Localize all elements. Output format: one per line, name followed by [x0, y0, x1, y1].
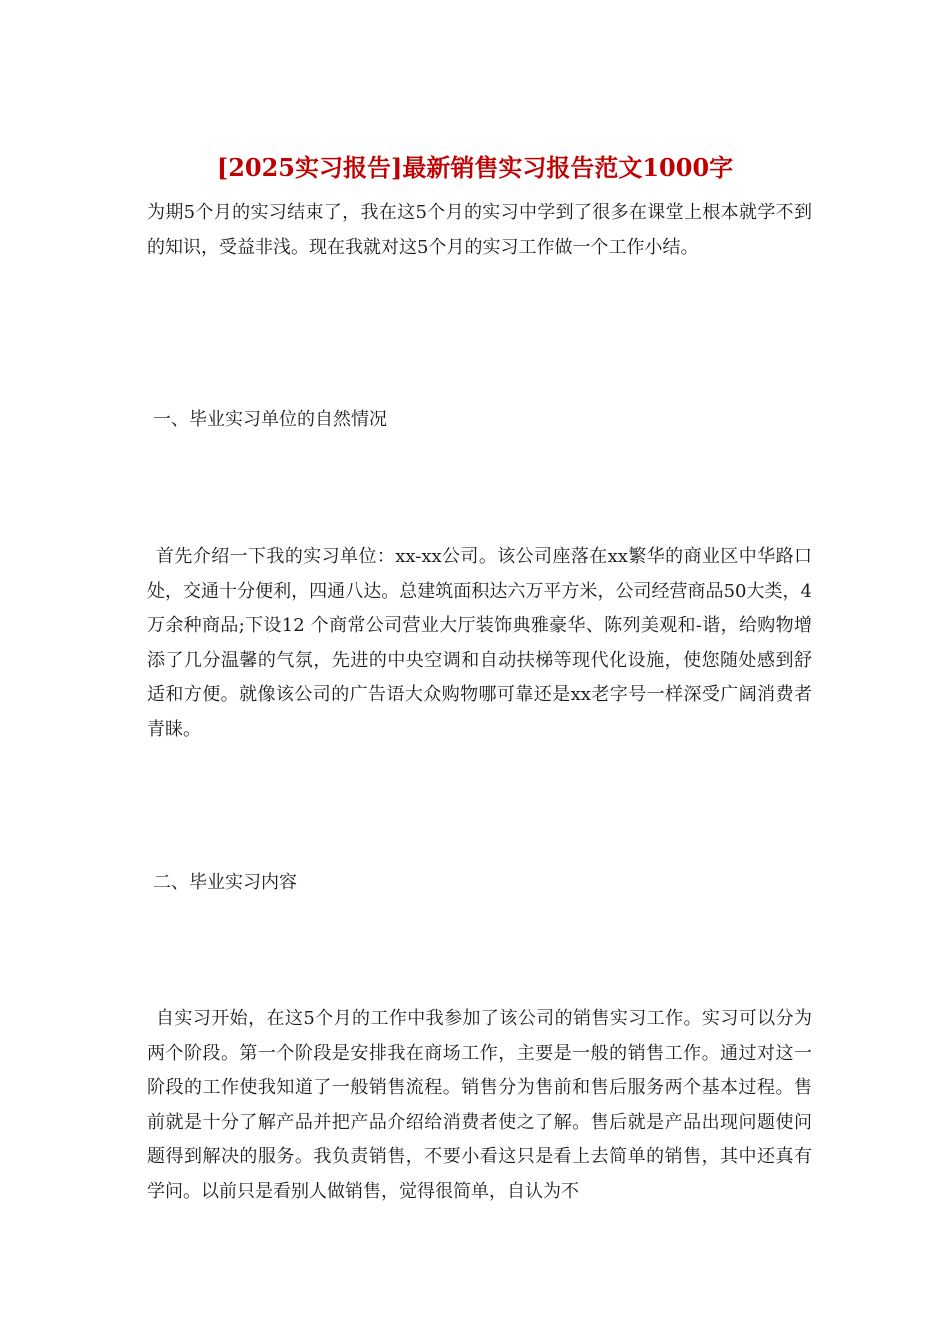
section2-paragraph: 自实习开始，在这5个月的工作中我参加了该公司的销售实习工作。实习可以分为两个阶段。第一个阶段是安排我在商场工作，主要是一般的销售工作。通过对这一阶段的工作使我知道了一般销售流程。销售分为售前和售后服务两个基本过程。售前就是十分了解产品并把产品介绍给消费者使之了解。售后就是产品出现问题使问题得到解决的服务。我负责销售，不要小看这只是看上去简单的销售，其中还真有学问。以前只是看别人做销售，觉得很简单，自认为不 — [147, 1008, 812, 1202]
section1-heading: 一、毕业实习单位的自然情况 — [153, 409, 387, 430]
section1-paragraph: 首先介绍一下我的实习单位：xx-xx公司。该公司座落在xx繁华的商业区中华路口处，交通十分便利，四通八达。总建筑面积达六万平方米，公司经营商品50大类，4 万余种商品;下设12 个商常公司营业大厅装饰典雅豪华、陈列美观和-谐，给购物增添了几分温馨的气氛，先进的中央空调和自动扶梯等现代化设施，使您随处感到舒适和方便。就像该公司的广告语大众购物哪可靠还是xx老字号一样深受广阔消费者青睐。 — [147, 546, 812, 740]
intro-paragraph: 为期5个月的实习结束了，我在这5个月的实习中学到了很多在课堂上根本就学不到的知识，受益非浅。现在我就对这5个月的实习工作做一个工作小结。 — [147, 202, 812, 258]
section2-heading: 二、毕业实习内容 — [153, 872, 297, 893]
document-title: [2025实习报告]最新销售实习报告范文1000字 — [216, 153, 734, 182]
